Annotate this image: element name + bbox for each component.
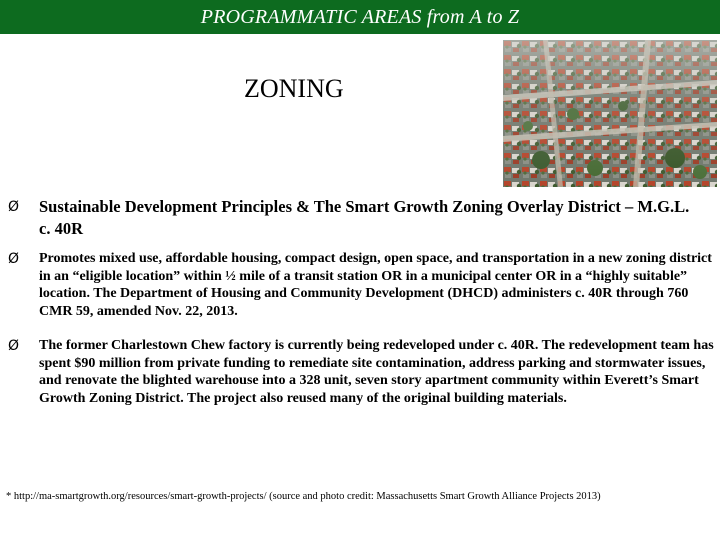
bullet-heading: Sustainable Development Principles & The Smart Growth Zoning Overlay District – M.G.L. c. 40R <box>39 197 690 238</box>
page-title: PROGRAMMATIC AREAS from A to Z <box>200 6 520 28</box>
bullet-arrow-icon: Ø <box>8 338 20 354</box>
section-title: ZONING <box>244 74 344 103</box>
bullet-paragraph: Promotes mixed use, affordable housing, compact design, open space, and transportation in a new zoning district in an “eligible location” within ½ mile of a transit station OR in a municipal center OR in a “highly suitable” location. The Department of Housing and Community Development (DHCD) administers c. 40R through 760 CMR 59, amended Nov. 22, 2013. <box>39 251 712 319</box>
bullet-arrow-icon: Ø <box>8 251 20 267</box>
bullet-paragraph: The former Charlestown Chew factory is currently being redeveloped under c. 40R. The redevelopment team has spent $90 million from private funding to remediate site contamination, address parking and stormwater issues, and renovate the blighted warehouse into a 328 unit, seven story apartment community within Everett’s Smart Growth Zoning District. The project also reused many of the original building materials. <box>39 338 714 406</box>
bullet-arrow-icon: Ø <box>8 199 20 215</box>
footnote: * http://ma-smartgrowth.org/resources/smart-growth-projects/ (source and photo credit: Massachusetts Smart Growth Alliance Projects 2013) <box>6 491 601 502</box>
